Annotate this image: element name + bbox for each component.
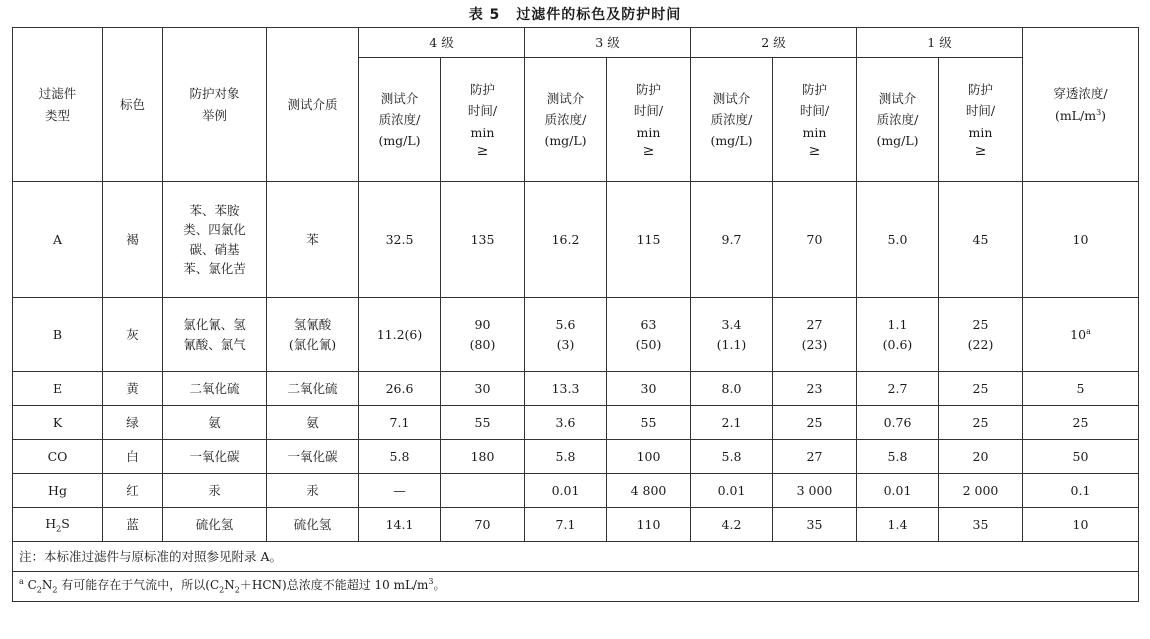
cell-type: K bbox=[13, 406, 103, 440]
cell-value: 4 800 bbox=[607, 474, 691, 508]
header-conc: 测试介 质浓度/ (mg/L) bbox=[857, 58, 939, 182]
cell-value: 90 (80) bbox=[441, 298, 525, 372]
cell-value: 7.1 bbox=[359, 406, 441, 440]
cell-medium: 一氧化碳 bbox=[267, 440, 359, 474]
cell-value: 23 bbox=[773, 372, 857, 406]
header-grade-2: 2 级 bbox=[691, 28, 857, 58]
cell-type: $H_2S$ bbox=[13, 508, 103, 542]
cell-type: E bbox=[13, 372, 103, 406]
cell-color: 黄 bbox=[103, 372, 163, 406]
cell-color: 红 bbox=[103, 474, 163, 508]
cell-value: 1.4 bbox=[857, 508, 939, 542]
header-penetration: 穿透浓度/ $(mL/m^3)$ bbox=[1023, 28, 1139, 182]
cell-value: 0.01 bbox=[525, 474, 607, 508]
cell-value: 30 bbox=[441, 372, 525, 406]
cell-value: 45 bbox=[939, 182, 1023, 298]
cell-value: 5.8 bbox=[691, 440, 773, 474]
table-caption: 过滤件的标色及防护时间 bbox=[516, 7, 682, 23]
cell-penetration: 10 bbox=[1023, 182, 1139, 298]
cell-value: 0.76 bbox=[857, 406, 939, 440]
cell-value: 7.1 bbox=[525, 508, 607, 542]
cell-color: 蓝 bbox=[103, 508, 163, 542]
cell-example: 硫化氢 bbox=[163, 508, 267, 542]
cell-color: 褐 bbox=[103, 182, 163, 298]
cell-value: 70 bbox=[441, 508, 525, 542]
cell-value: 100 bbox=[607, 440, 691, 474]
header-conc: 测试介 质浓度/ (mg/L) bbox=[359, 58, 441, 182]
header-conc: 测试介 质浓度/ (mg/L) bbox=[691, 58, 773, 182]
cell-value: 30 bbox=[607, 372, 691, 406]
footnote-row bbox=[13, 572, 1139, 602]
header-medium: 测试介质 bbox=[267, 28, 359, 182]
cell-value: 2.7 bbox=[857, 372, 939, 406]
cell-type: A bbox=[13, 182, 103, 298]
cell-value: 3 000 bbox=[773, 474, 857, 508]
cell-penetration: 50 bbox=[1023, 440, 1139, 474]
cell-penetration: 5 bbox=[1023, 372, 1139, 406]
filter-table bbox=[12, 27, 1139, 602]
header-row-grades bbox=[13, 28, 1139, 58]
cell-value: 16.2 bbox=[525, 182, 607, 298]
header-grade-1: 1 级 bbox=[857, 28, 1023, 58]
cell-value: 27 (23) bbox=[773, 298, 857, 372]
cell-type: CO bbox=[13, 440, 103, 474]
table-row bbox=[13, 440, 1139, 474]
note-row bbox=[13, 542, 1139, 572]
header-grade-4: 4 级 bbox=[359, 28, 525, 58]
cell-medium: 硫化氢 bbox=[267, 508, 359, 542]
cell-value: 35 bbox=[773, 508, 857, 542]
cell-value: 8.0 bbox=[691, 372, 773, 406]
cell-color: 绿 bbox=[103, 406, 163, 440]
cell-value: 25 (22) bbox=[939, 298, 1023, 372]
cell-value: 35 bbox=[939, 508, 1023, 542]
cell-value: 4.2 bbox=[691, 508, 773, 542]
cell-value: 3.4 (1.1) bbox=[691, 298, 773, 372]
cell-value: 55 bbox=[607, 406, 691, 440]
cell-value: 2 000 bbox=[939, 474, 1023, 508]
cell-penetration: 25 bbox=[1023, 406, 1139, 440]
cell-value: 13.3 bbox=[525, 372, 607, 406]
cell-value: 11.2(6) bbox=[359, 298, 441, 372]
header-example: 防护对象 举例 bbox=[163, 28, 267, 182]
cell-example: 氨 bbox=[163, 406, 267, 440]
cell-color: 白 bbox=[103, 440, 163, 474]
cell-value: 26.6 bbox=[359, 372, 441, 406]
cell-penetration: 10$^a$ bbox=[1023, 298, 1139, 372]
cell-value: 25 bbox=[939, 372, 1023, 406]
cell-type: Hg bbox=[13, 474, 103, 508]
table-row bbox=[13, 474, 1139, 508]
cell-medium: 苯 bbox=[267, 182, 359, 298]
header-time: 防护 时间/ min ≥ bbox=[773, 58, 857, 182]
table-row bbox=[13, 508, 1139, 542]
cell-value: 5.6 (3) bbox=[525, 298, 607, 372]
cell-value: 115 bbox=[607, 182, 691, 298]
cell-penetration: 0.1 bbox=[1023, 474, 1139, 508]
header-time: 防护 时间/ min ≥ bbox=[441, 58, 525, 182]
cell-value: 180 bbox=[441, 440, 525, 474]
table-title bbox=[0, 4, 1150, 24]
cell-example: 一氧化碳 bbox=[163, 440, 267, 474]
cell-medium: 氨 bbox=[267, 406, 359, 440]
cell-value: 135 bbox=[441, 182, 525, 298]
cell-value: 5.8 bbox=[857, 440, 939, 474]
cell-value: 70 bbox=[773, 182, 857, 298]
cell-penetration: 10 bbox=[1023, 508, 1139, 542]
cell-value: 20 bbox=[939, 440, 1023, 474]
header-conc: 测试介 质浓度/ (mg/L) bbox=[525, 58, 607, 182]
cell-value: 5.8 bbox=[359, 440, 441, 474]
cell-value: 2.1 bbox=[691, 406, 773, 440]
cell-medium: 汞 bbox=[267, 474, 359, 508]
cell-value: 3.6 bbox=[525, 406, 607, 440]
cell-value: 55 bbox=[441, 406, 525, 440]
cell-value: 14.1 bbox=[359, 508, 441, 542]
table-number: 表 5 bbox=[468, 7, 501, 23]
header-filter-type: 过滤件 类型 bbox=[13, 28, 103, 182]
cell-value: 63 (50) bbox=[607, 298, 691, 372]
cell-medium: 氢氰酸 (氯化氰) bbox=[267, 298, 359, 372]
header-time: 防护 时间/ min ≥ bbox=[939, 58, 1023, 182]
cell-example: 汞 bbox=[163, 474, 267, 508]
table-row bbox=[13, 406, 1139, 440]
cell-value: 5.0 bbox=[857, 182, 939, 298]
cell-type: B bbox=[13, 298, 103, 372]
cell-example: 二氧化硫 bbox=[163, 372, 267, 406]
cell-example: 苯、苯胺 类、四氯化 碳、硝基 苯、氯化苦 bbox=[163, 182, 267, 298]
cell-value: 32.5 bbox=[359, 182, 441, 298]
table-note: 注：本标准过滤件与原标准的对照参见附录 A。 bbox=[13, 542, 1139, 572]
header-time: 防护 时间/ min ≥ bbox=[607, 58, 691, 182]
table-row bbox=[13, 298, 1139, 372]
cell-value: 25 bbox=[939, 406, 1023, 440]
cell-value bbox=[441, 474, 525, 508]
table-footnote: $^a$ $C_2N_2$ 有可能存在于气流中，所以$(C_2N_2+HCN)$总浓度不能超过 10 $mL/m^3$。 bbox=[13, 572, 1139, 602]
cell-example: 氯化氰、氢 氰酸、氯气 bbox=[163, 298, 267, 372]
header-color: 标色 bbox=[103, 28, 163, 182]
cell-value: 5.8 bbox=[525, 440, 607, 474]
table-row bbox=[13, 182, 1139, 298]
cell-value: 0.01 bbox=[857, 474, 939, 508]
cell-medium: 二氧化硫 bbox=[267, 372, 359, 406]
cell-color: 灰 bbox=[103, 298, 163, 372]
cell-value: 27 bbox=[773, 440, 857, 474]
table-row bbox=[13, 372, 1139, 406]
cell-value: 1.1 (0.6) bbox=[857, 298, 939, 372]
cell-value: 9.7 bbox=[691, 182, 773, 298]
cell-value: — bbox=[359, 474, 441, 508]
cell-value: 110 bbox=[607, 508, 691, 542]
cell-value: 0.01 bbox=[691, 474, 773, 508]
header-grade-3: 3 级 bbox=[525, 28, 691, 58]
cell-value: 25 bbox=[773, 406, 857, 440]
